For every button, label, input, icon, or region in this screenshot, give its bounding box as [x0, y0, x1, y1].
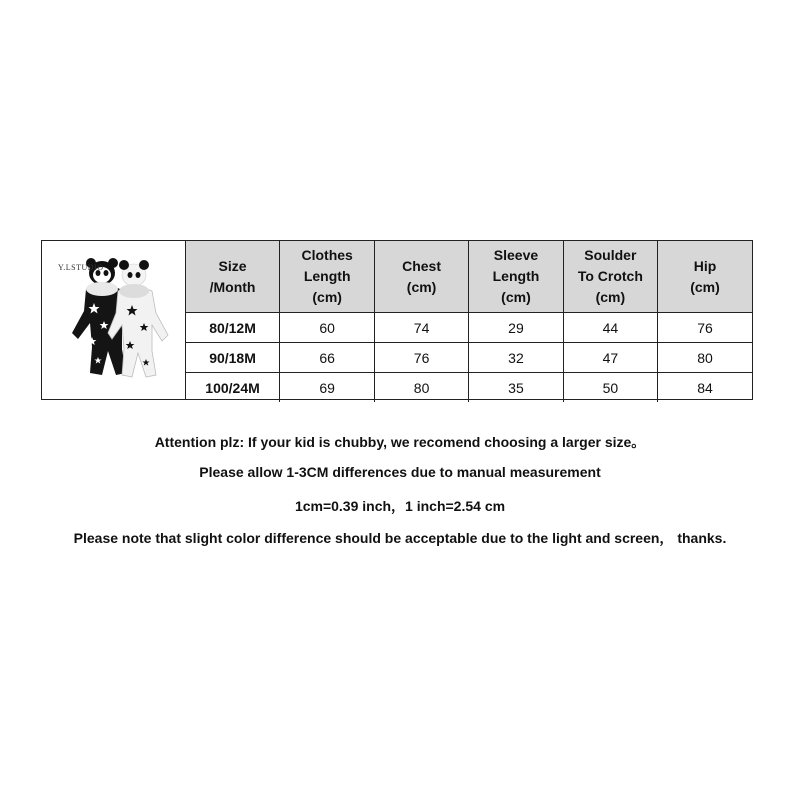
size-cell: 100/24M [186, 373, 280, 403]
shoulder-to-crotch-cell: 50 [563, 373, 657, 403]
clothes-length-cell: 60 [280, 313, 374, 343]
size-table [186, 241, 752, 402]
table-row [186, 313, 752, 343]
note-conversion: 1cm=0.39 inch，1 inch=2.54 cm [294, 498, 506, 514]
table-header-row [186, 241, 752, 313]
clothes-length-cell: 69 [280, 373, 374, 403]
size-cell: 90/18M [186, 343, 280, 373]
product-photo [42, 241, 186, 399]
note-color-difference: Please note that slight color difference should be acceptable due to the light and screen， thanks. [73, 530, 727, 546]
size-chart [41, 240, 753, 400]
chest-cell: 80 [374, 373, 468, 403]
shoulder-to-crotch-cell: 44 [563, 313, 657, 343]
hip-cell: 84 [658, 373, 752, 403]
chest-cell: 74 [374, 313, 468, 343]
chest-cell: 76 [374, 343, 468, 373]
header-clothes-length: Clothes Length (cm) [280, 241, 374, 313]
note-attention: Attention plz: If your kid is chubby, we recomend choosing a larger size。 [154, 434, 646, 450]
table-row [186, 343, 752, 373]
clothes-length-cell: 66 [280, 343, 374, 373]
sleeve-length-cell: 29 [469, 313, 563, 343]
shoulder-to-crotch-cell: 47 [563, 343, 657, 373]
table-row [186, 373, 752, 403]
sleeve-length-cell: 32 [469, 343, 563, 373]
hip-cell: 76 [658, 313, 752, 343]
header-hip: Hip (cm) [658, 241, 752, 313]
hip-cell: 80 [658, 343, 752, 373]
brand-label: Y.LSTUDIO [58, 263, 104, 272]
sleeve-length-cell: 35 [469, 373, 563, 403]
note-measurement: Please allow 1-3CM differences due to manual measurement [199, 464, 601, 480]
header-sleeve-length: Sleeve Length (cm) [469, 241, 563, 313]
size-cell: 80/12M [186, 313, 280, 343]
header-size: Size /Month [186, 241, 280, 313]
header-shoulder-to-crotch: Soulder To Crotch (cm) [563, 241, 657, 313]
header-chest: Chest (cm) [374, 241, 468, 313]
